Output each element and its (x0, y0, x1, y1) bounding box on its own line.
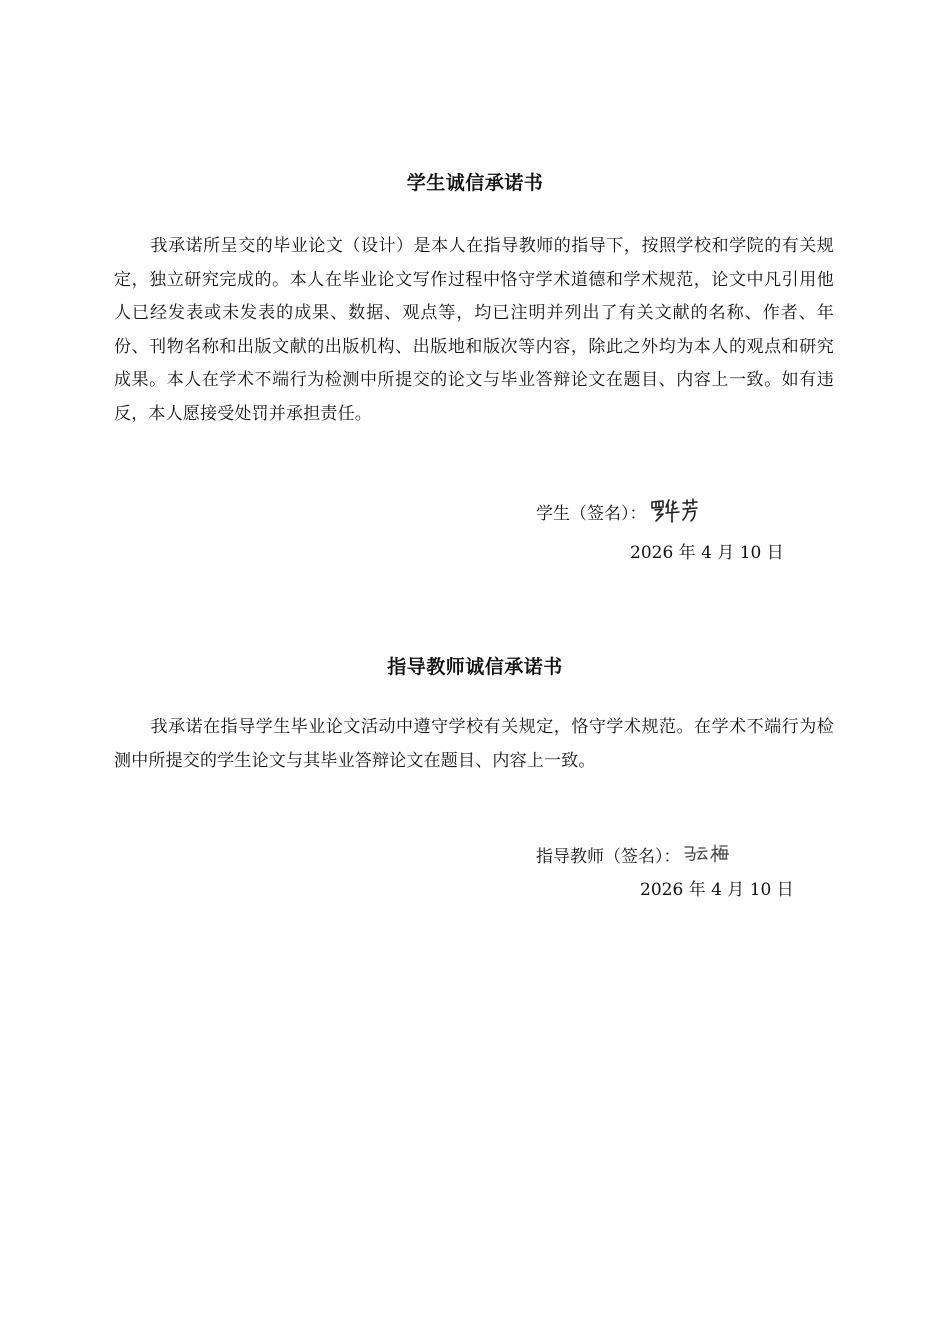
student-pledge-title: 学生诚信承诺书 (406, 172, 544, 194)
student-pledge-body: 我承诺所呈交的毕业论文（设计）是本人在指导教师的指导下，按照学校和学院的有关规定，独立研究完成的。本人在毕业论文写作过程中恪守学术道德和学术规范，论文中凡引用他人已经发表或未发表的成果、数据、观点等，均已注明并列出了有关文献的名称、作者、年份、刊物名称和出版文献的出版机构、出版地和版次等内容，除此之外均为本人的观点和研究成果。本人在学术不端行为检测中所提交的论文与毕业答辩论文在题目、内容上一致。如有违反，本人愿接受处罚并承担责任。 (114, 236, 834, 424)
student-signature-line (536, 494, 701, 528)
advisor-pledge-body: 我承诺在指导学生毕业论文活动中遵守学校有关规定，恪守学术规范。在学术不端行为检测中所提交的学生论文与其毕业答辩论文在题目、内容上一致。 (114, 717, 834, 771)
student-signature-label: 学生（签名）： (536, 503, 647, 524)
student-pledge-date: 2026 年 4 月 10 日 (630, 543, 784, 563)
advisor-signature-line (536, 838, 729, 870)
advisor-handwritten-signature (683, 842, 729, 866)
student-handwritten-signature (649, 496, 701, 526)
advisor-pledge-date: 2026 年 4 月 10 日 (640, 880, 794, 900)
advisor-signature-label: 指导教师（签名）： (536, 846, 681, 867)
advisor-pledge-title: 指导教师诚信承诺书 (387, 656, 563, 678)
